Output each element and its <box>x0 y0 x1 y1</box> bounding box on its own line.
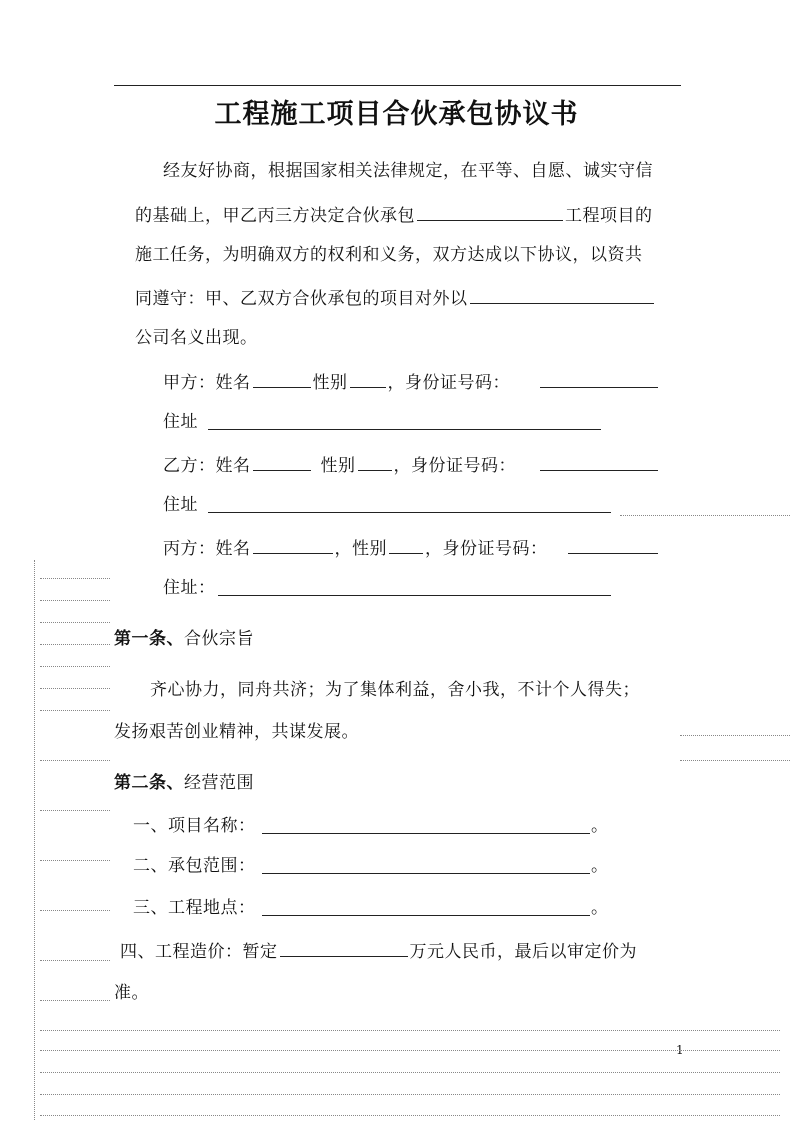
project-name-field[interactable] <box>262 833 590 834</box>
dotted-guide <box>40 810 110 811</box>
dotted-guide <box>40 622 110 623</box>
party-a-id-field[interactable] <box>540 387 658 388</box>
party-c-address-label: 住址： <box>163 578 216 598</box>
cost-line <box>120 938 637 963</box>
party-a-gender-field[interactable] <box>350 369 386 388</box>
dotted-guide <box>40 666 110 667</box>
document-title: 工程施工项目合伙承包协议书 <box>214 99 579 130</box>
dotted-guide <box>40 1115 780 1116</box>
party-b-id-field[interactable] <box>540 470 658 471</box>
party-b-address-label: 住址 <box>163 495 198 515</box>
party-a-name-field[interactable] <box>253 369 311 388</box>
intro-line-2-start: 的基础上，甲乙丙三方决定合伙承包 <box>135 206 415 226</box>
party-b-line <box>163 452 516 477</box>
article-2-heading <box>114 772 254 794</box>
party-b-gender-field[interactable] <box>358 452 392 471</box>
party-b-address-field[interactable] <box>208 512 611 513</box>
dotted-guide <box>680 760 790 761</box>
dotted-guide <box>620 515 790 516</box>
scope-item-location <box>133 897 256 919</box>
intro-line-2 <box>135 202 653 227</box>
article-2-title: 经营范围 <box>184 773 254 793</box>
scope-item-label: 二、承包范围： <box>133 856 256 876</box>
intro-line-5: 公司名义出现。 <box>135 328 258 348</box>
intro-line-3: 施工任务，为明确双方的权利和义务，双方达成以下协议，以资共 <box>135 245 643 265</box>
contract-scope-field[interactable] <box>262 873 590 874</box>
cost-unit-text: 万元人民币，最后以审定价为 <box>409 942 637 962</box>
dotted-guide <box>40 1072 780 1073</box>
dotted-guide <box>40 910 110 911</box>
scope-item-contract-scope <box>133 855 256 877</box>
intro-line-2-end: 工程项目的 <box>565 206 653 226</box>
dotted-guide <box>40 960 110 961</box>
article-1-number: 第一条、 <box>114 629 184 649</box>
header-rule <box>114 85 681 86</box>
scope-item-end: 。 <box>591 856 609 876</box>
project-name-blank[interactable] <box>417 202 563 221</box>
article-1-line-2: 发扬艰苦创业精神，共谋发展。 <box>114 722 359 742</box>
party-c-id-label: ，身份证号码： <box>425 539 548 559</box>
party-b-id-label: ，身份证号码： <box>393 456 516 476</box>
intro-line-4 <box>135 285 656 310</box>
intro-line-1: 经友好协商，根据国家相关法律规定，在平等、自愿、诚实守信 <box>163 161 653 181</box>
scope-item-end: 。 <box>591 898 609 918</box>
party-c-name-field[interactable] <box>253 535 333 554</box>
dotted-guide <box>40 760 110 761</box>
article-1-line-1: 齐心协力，同舟共济；为了集体利益，舍小我，不计个人得失； <box>150 680 640 700</box>
dotted-guide <box>40 644 110 645</box>
article-1-heading <box>114 628 254 650</box>
party-a-gender-label: 性别 <box>312 373 348 393</box>
party-c-id-field[interactable] <box>568 553 658 554</box>
party-c-gender-field[interactable] <box>389 535 423 554</box>
dotted-guide <box>40 688 110 689</box>
dotted-guide <box>40 1094 780 1095</box>
cost-amount-field[interactable] <box>280 938 408 957</box>
scope-item-project-name <box>133 815 256 837</box>
party-a-id-label: ，身份证号码： <box>387 373 510 393</box>
scope-item-label: 一、项目名称： <box>133 816 256 836</box>
intro-line-4-text: 同遵守：甲、乙双方合伙承包的项目对外以 <box>135 289 468 309</box>
dotted-guide <box>680 735 790 736</box>
dotted-guide <box>40 600 110 601</box>
party-c-label: 丙方： <box>163 539 216 559</box>
article-2-number: 第二条、 <box>114 773 184 793</box>
company-name-blank[interactable] <box>470 285 654 304</box>
dotted-guide <box>40 1050 780 1051</box>
scope-item-end: 。 <box>591 816 609 836</box>
dotted-guide <box>40 710 110 711</box>
party-b-name-label: 姓名 <box>215 456 251 476</box>
party-c-name-label: 姓名 <box>215 539 251 559</box>
article-1-title: 合伙宗旨 <box>184 629 254 649</box>
scope-item-label: 三、工程地点： <box>133 898 256 918</box>
cost-line-end: 准。 <box>114 983 149 1003</box>
party-a-address-field[interactable] <box>208 429 601 430</box>
dotted-guide <box>40 1030 780 1031</box>
cost-label: 四、工程造价：暂定 <box>120 942 278 962</box>
party-a-address-label: 住址 <box>163 412 198 432</box>
party-c-gender-label: ，性别 <box>334 539 387 559</box>
party-a-line <box>163 369 510 394</box>
page-number: 1 <box>676 1043 684 1057</box>
party-b-gender-label: 性别 <box>320 456 356 476</box>
party-b-address-line <box>163 494 198 516</box>
party-a-label: 甲方： <box>163 373 216 393</box>
dotted-guide-left <box>34 560 35 1120</box>
party-c-line <box>163 535 548 560</box>
party-c-address-field[interactable] <box>218 595 611 596</box>
party-a-address-line <box>163 411 198 433</box>
party-a-name-label: 姓名 <box>215 373 251 393</box>
party-c-address-line <box>163 577 216 599</box>
location-field[interactable] <box>262 915 590 916</box>
dotted-guide <box>40 1000 110 1001</box>
party-b-label: 乙方： <box>163 456 216 476</box>
party-b-name-field[interactable] <box>253 452 311 471</box>
dotted-guide <box>40 578 110 579</box>
dotted-guide <box>40 860 110 861</box>
